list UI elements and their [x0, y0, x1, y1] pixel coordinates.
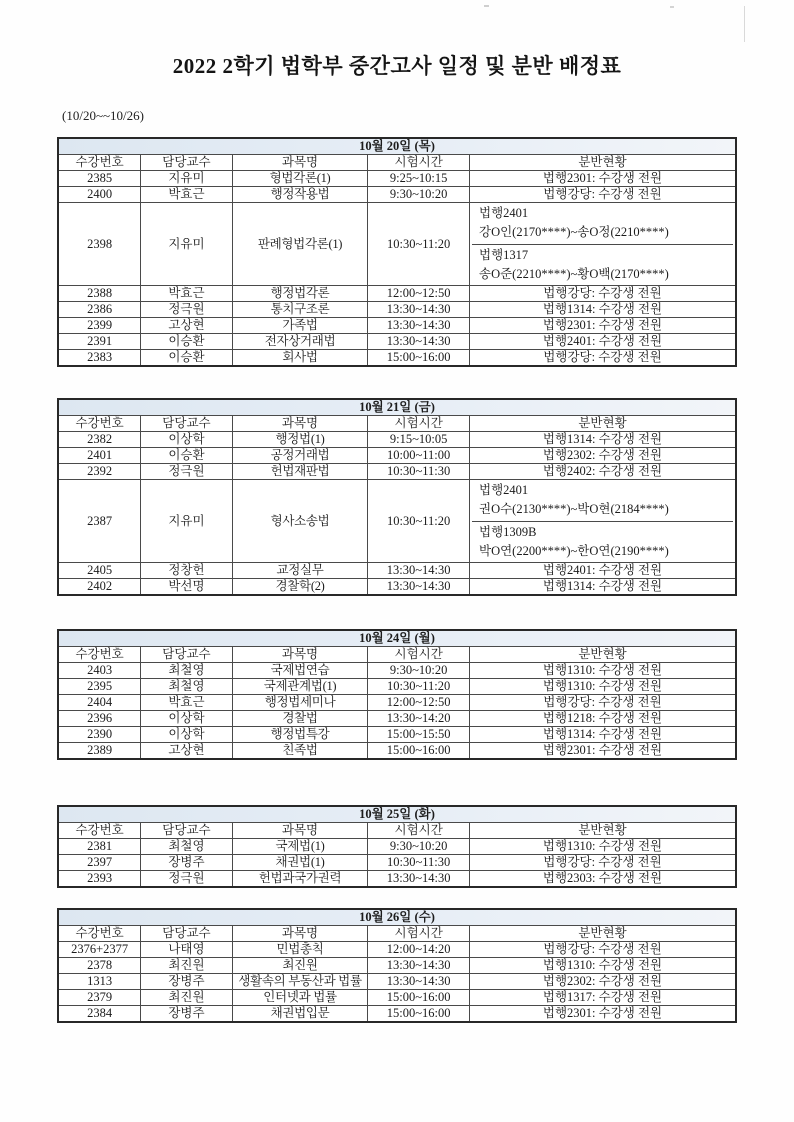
column-header-row [58, 926, 736, 942]
column-header: 담당교수 [141, 647, 233, 663]
course-name-cell: 공정거래법 [232, 448, 368, 464]
section-cell: 법행1314: 수강생 전원 [470, 579, 737, 596]
exam-time-cell: 9:30~10:20 [368, 663, 470, 679]
table-row [58, 942, 736, 958]
exam-time-cell: 13:30~14:30 [368, 318, 470, 334]
exam-time-cell: 13:30~14:30 [368, 334, 470, 350]
professor-cell: 최철영 [141, 663, 233, 679]
column-header: 시험시간 [368, 823, 470, 839]
section-cell: 법행2301: 수강생 전원 [470, 318, 737, 334]
column-header: 과목명 [232, 926, 368, 942]
table-row [58, 871, 736, 888]
section-split-cell [470, 203, 737, 286]
scan-artifact-speck [670, 6, 674, 8]
professor-cell: 정극원 [141, 302, 233, 318]
course-name-cell: 인터넷과 법률 [232, 990, 368, 1006]
table-row [58, 334, 736, 350]
table-row [58, 171, 736, 187]
table-row [58, 464, 736, 480]
exam-time-cell: 9:15~10:05 [368, 432, 470, 448]
course-no-cell: 2402 [58, 579, 141, 596]
table-row [58, 679, 736, 695]
column-header: 과목명 [232, 647, 368, 663]
section-cell: 법행2401: 수강생 전원 [470, 563, 737, 579]
exam-time-cell: 13:30~14:30 [368, 563, 470, 579]
column-header: 과목명 [232, 416, 368, 432]
section-cell: 법행1317: 수강생 전원 [470, 990, 737, 1006]
exam-table [57, 137, 737, 367]
course-no-cell: 2385 [58, 171, 141, 187]
section-cell: 법행강당: 수강생 전원 [470, 286, 737, 302]
section-cell: 법행강당: 수강생 전원 [470, 695, 737, 711]
exam-time-cell: 13:30~14:30 [368, 579, 470, 596]
course-name-cell: 채권법입문 [232, 1006, 368, 1023]
section-cell: 법행2302: 수강생 전원 [470, 974, 737, 990]
table-row [58, 727, 736, 743]
professor-cell: 이승환 [141, 448, 233, 464]
column-header: 시험시간 [368, 926, 470, 942]
column-header: 시험시간 [368, 155, 470, 171]
section-cell: 법행1310: 수강생 전원 [470, 663, 737, 679]
course-name-cell: 행정법각론 [232, 286, 368, 302]
column-header: 수강번호 [58, 416, 141, 432]
professor-cell: 정극원 [141, 871, 233, 888]
course-no-cell: 2398 [58, 203, 141, 286]
exam-table-section [57, 908, 737, 1023]
course-no-cell: 2401 [58, 448, 141, 464]
course-name-cell: 가족법 [232, 318, 368, 334]
exam-time-cell: 9:30~10:20 [368, 187, 470, 203]
course-name-cell: 통치구조론 [232, 302, 368, 318]
professor-cell: 이상학 [141, 727, 233, 743]
section-cell: 법행2301: 수강생 전원 [470, 1006, 737, 1023]
date-range: (10/20~~10/26) [62, 108, 144, 123]
section-student-range: 박O연(2200****)~한O연(2190****) [479, 544, 669, 558]
course-no-cell: 2382 [58, 432, 141, 448]
table-row [58, 855, 736, 871]
column-header: 수강번호 [58, 647, 141, 663]
table-row [58, 432, 736, 448]
scan-artifact-speck [484, 5, 489, 7]
course-name-cell: 친족법 [232, 743, 368, 760]
course-no-cell: 1313 [58, 974, 141, 990]
course-no-cell: 2405 [58, 563, 141, 579]
exam-time-cell: 13:30~14:30 [368, 958, 470, 974]
course-no-cell: 2384 [58, 1006, 141, 1023]
course-name-cell: 헌법과국가권력 [232, 871, 368, 888]
course-name-cell: 회사법 [232, 350, 368, 367]
course-no-cell: 2395 [58, 679, 141, 695]
course-name-cell: 채권법(1) [232, 855, 368, 871]
exam-time-cell: 12:00~14:20 [368, 942, 470, 958]
exam-time-cell: 12:00~12:50 [368, 695, 470, 711]
section-cell: 법행2401: 수강생 전원 [470, 334, 737, 350]
column-header: 과목명 [232, 155, 368, 171]
column-header: 수강번호 [58, 823, 141, 839]
section-cell: 법행1218: 수강생 전원 [470, 711, 737, 727]
column-header: 담당교수 [141, 416, 233, 432]
table-row [58, 318, 736, 334]
professor-cell: 장병주 [141, 974, 233, 990]
course-no-cell: 2381 [58, 839, 141, 855]
table-row [58, 286, 736, 302]
table-row [58, 695, 736, 711]
table-row [58, 663, 736, 679]
exam-time-cell: 10:00~11:00 [368, 448, 470, 464]
course-no-cell: 2391 [58, 334, 141, 350]
section-cell: 법행강당: 수강생 전원 [470, 187, 737, 203]
column-header: 담당교수 [141, 926, 233, 942]
course-name-cell: 국제관계법(1) [232, 679, 368, 695]
exam-time-cell: 13:30~14:20 [368, 711, 470, 727]
exam-time-cell: 15:00~15:50 [368, 727, 470, 743]
course-name-cell: 행정법특강 [232, 727, 368, 743]
section-cell: 법행1314: 수강생 전원 [470, 432, 737, 448]
table-row [58, 203, 736, 286]
course-no-cell: 2396 [58, 711, 141, 727]
professor-cell: 이승환 [141, 334, 233, 350]
table-row [58, 839, 736, 855]
section-student-range: 권O수(2130****)~박O현(2184****) [479, 502, 669, 516]
section-cell: 법행2301: 수강생 전원 [470, 171, 737, 187]
date-header-row [58, 399, 736, 416]
section-room: 법행2401 [479, 206, 529, 220]
section-cell: 법행강당: 수강생 전원 [470, 855, 737, 871]
course-no-cell: 2399 [58, 318, 141, 334]
section-subcell [472, 480, 733, 521]
course-name-cell: 최진원 [232, 958, 368, 974]
section-subcell [472, 244, 733, 285]
professor-cell: 최철영 [141, 679, 233, 695]
course-no-cell: 2376+2377 [58, 942, 141, 958]
course-no-cell: 2378 [58, 958, 141, 974]
section-room: 법행1317 [479, 248, 529, 262]
section-cell: 법행강당: 수강생 전원 [470, 350, 737, 367]
section-student-range: 강O인(2170****)~송O정(2210****) [479, 225, 669, 239]
course-no-cell: 2383 [58, 350, 141, 367]
section-subcell [472, 521, 733, 562]
exam-time-cell: 13:30~14:30 [368, 302, 470, 318]
exam-time-cell: 13:30~14:30 [368, 871, 470, 888]
exam-table-section [57, 398, 737, 596]
exam-time-cell: 10:30~11:30 [368, 855, 470, 871]
date-header-row [58, 806, 736, 823]
exam-time-cell: 13:30~14:30 [368, 974, 470, 990]
course-name-cell: 형법각론(1) [232, 171, 368, 187]
table-row [58, 711, 736, 727]
section-cell: 법행1310: 수강생 전원 [470, 958, 737, 974]
section-room: 법행2401 [479, 483, 529, 497]
exam-time-cell: 10:30~11:20 [368, 480, 470, 563]
course-name-cell: 국제법(1) [232, 839, 368, 855]
course-name-cell: 전자상거래법 [232, 334, 368, 350]
table-row [58, 579, 736, 596]
table-date-label: 10월 26일 (수) [58, 909, 736, 926]
table-row [58, 563, 736, 579]
course-no-cell: 2387 [58, 480, 141, 563]
exam-time-cell: 15:00~16:00 [368, 350, 470, 367]
column-header: 담당교수 [141, 155, 233, 171]
table-row [58, 1006, 736, 1023]
course-no-cell: 2388 [58, 286, 141, 302]
column-header: 분반현황 [470, 155, 737, 171]
professor-cell: 이상학 [141, 432, 233, 448]
exam-table-section [57, 629, 737, 760]
course-name-cell: 행정법세미나 [232, 695, 368, 711]
course-no-cell: 2392 [58, 464, 141, 480]
exam-table [57, 398, 737, 596]
exam-time-cell: 10:30~11:30 [368, 464, 470, 480]
exam-time-cell: 15:00~16:00 [368, 990, 470, 1006]
column-header-row [58, 823, 736, 839]
section-cell: 법행2303: 수강생 전원 [470, 871, 737, 888]
exam-time-cell: 9:25~10:15 [368, 171, 470, 187]
section-student-range: 송O준(2210****)~황O백(2170****) [479, 267, 669, 281]
column-header: 과목명 [232, 823, 368, 839]
course-name-cell: 생활속의 부동산과 법률 [232, 974, 368, 990]
column-header-row [58, 416, 736, 432]
table-row [58, 448, 736, 464]
section-cell: 법행1314: 수강생 전원 [470, 302, 737, 318]
table-row [58, 302, 736, 318]
course-name-cell: 민법총칙 [232, 942, 368, 958]
professor-cell: 이상학 [141, 711, 233, 727]
course-no-cell: 2386 [58, 302, 141, 318]
column-header: 시험시간 [368, 647, 470, 663]
course-no-cell: 2404 [58, 695, 141, 711]
professor-cell: 박효근 [141, 286, 233, 302]
course-name-cell: 행정작용법 [232, 187, 368, 203]
table-row [58, 990, 736, 1006]
table-row [58, 350, 736, 367]
section-cell: 법행2301: 수강생 전원 [470, 743, 737, 760]
column-header: 시험시간 [368, 416, 470, 432]
column-header-row [58, 647, 736, 663]
exam-table [57, 908, 737, 1023]
course-no-cell: 2393 [58, 871, 141, 888]
column-header: 분반현황 [470, 926, 737, 942]
exam-time-cell: 10:30~11:20 [368, 203, 470, 286]
section-cell: 법행1310: 수강생 전원 [470, 679, 737, 695]
course-no-cell: 2400 [58, 187, 141, 203]
professor-cell: 정극원 [141, 464, 233, 480]
date-header-row [58, 909, 736, 926]
professor-cell: 지유미 [141, 171, 233, 187]
column-header: 분반현황 [470, 416, 737, 432]
professor-cell: 장병주 [141, 855, 233, 871]
section-cell: 법행1314: 수강생 전원 [470, 727, 737, 743]
section-room: 법행1309B [479, 525, 537, 539]
professor-cell: 장병주 [141, 1006, 233, 1023]
exam-time-cell: 15:00~16:00 [368, 1006, 470, 1023]
column-header-row [58, 155, 736, 171]
section-cell: 법행2302: 수강생 전원 [470, 448, 737, 464]
exam-table [57, 805, 737, 888]
course-name-cell: 행정법(1) [232, 432, 368, 448]
table-date-label: 10월 20일 (목) [58, 138, 736, 155]
course-name-cell: 판례형법각론(1) [232, 203, 368, 286]
course-name-cell: 형사소송법 [232, 480, 368, 563]
professor-cell: 최진원 [141, 990, 233, 1006]
course-name-cell: 교정실무 [232, 563, 368, 579]
table-date-label: 10월 21일 (금) [58, 399, 736, 416]
course-no-cell: 2390 [58, 727, 141, 743]
section-subcell [472, 203, 733, 244]
table-date-label: 10월 24일 (월) [58, 630, 736, 647]
professor-cell: 지유미 [141, 480, 233, 563]
scan-artifact-line [744, 6, 745, 42]
section-cell: 법행1310: 수강생 전원 [470, 839, 737, 855]
exam-table-section [57, 805, 737, 888]
course-no-cell: 2389 [58, 743, 141, 760]
professor-cell: 박효근 [141, 695, 233, 711]
course-name-cell: 경찰법 [232, 711, 368, 727]
professor-cell: 정창헌 [141, 563, 233, 579]
course-name-cell: 경찰학(2) [232, 579, 368, 596]
professor-cell: 박효근 [141, 187, 233, 203]
page-title: 2022 2학기 법학부 중간고사 일정 및 분반 배정표 [172, 54, 622, 78]
section-cell: 법행강당: 수강생 전원 [470, 942, 737, 958]
exam-time-cell: 10:30~11:20 [368, 679, 470, 695]
exam-table-section [57, 137, 737, 367]
column-header: 수강번호 [58, 926, 141, 942]
professor-cell: 최철영 [141, 839, 233, 855]
table-date-label: 10월 25일 (화) [58, 806, 736, 823]
table-row [58, 974, 736, 990]
exam-time-cell: 9:30~10:20 [368, 839, 470, 855]
exam-table [57, 629, 737, 760]
professor-cell: 이승환 [141, 350, 233, 367]
table-row [58, 187, 736, 203]
professor-cell: 최진원 [141, 958, 233, 974]
date-header-row [58, 630, 736, 647]
column-header: 분반현황 [470, 647, 737, 663]
table-row [58, 743, 736, 760]
column-header: 분반현황 [470, 823, 737, 839]
course-name-cell: 국제법연습 [232, 663, 368, 679]
column-header: 수강번호 [58, 155, 141, 171]
date-header-row [58, 138, 736, 155]
professor-cell: 고상현 [141, 318, 233, 334]
table-row [58, 480, 736, 563]
course-no-cell: 2379 [58, 990, 141, 1006]
course-no-cell: 2397 [58, 855, 141, 871]
exam-time-cell: 12:00~12:50 [368, 286, 470, 302]
professor-cell: 고상현 [141, 743, 233, 760]
section-cell: 법행2402: 수강생 전원 [470, 464, 737, 480]
section-split-cell [470, 480, 737, 563]
table-row [58, 958, 736, 974]
professor-cell: 나태영 [141, 942, 233, 958]
professor-cell: 지유미 [141, 203, 233, 286]
professor-cell: 박선명 [141, 579, 233, 596]
tables-container [57, 137, 737, 1023]
course-no-cell: 2403 [58, 663, 141, 679]
exam-time-cell: 15:00~16:00 [368, 743, 470, 760]
course-name-cell: 헌법재판법 [232, 464, 368, 480]
column-header: 담당교수 [141, 823, 233, 839]
